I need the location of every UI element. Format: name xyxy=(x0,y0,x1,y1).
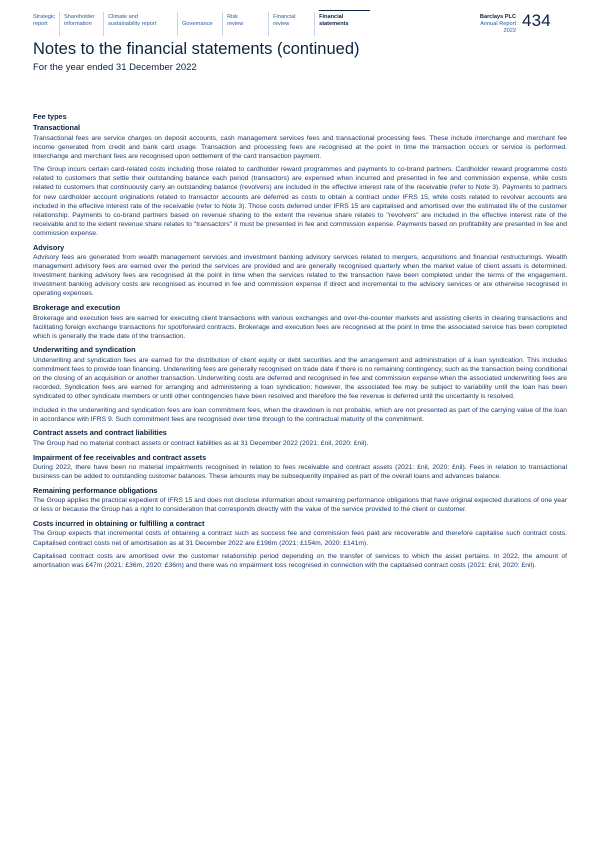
nav-tab-financial-statements[interactable] xyxy=(314,12,374,36)
brand-name: Barclays PLC xyxy=(479,14,516,20)
nav-tab-risk-review[interactable] xyxy=(222,12,268,36)
paragraph: Included in the underwriting and syndication fees are loan commitment fees, when the drawdown is not probable, which are not presented as part of the carrying value of the loan in accordance with IFRS 9. Such commitment fees are recognised over time through to the contractual maturity of the commitment. xyxy=(33,406,567,423)
page-number: 434 xyxy=(522,11,551,30)
paragraph: The Group incurs certain card-related costs including those related to cardholder reward programmes and payments to co-brand partners. Cardholder reward programme costs related to customers that settle their outstanding balance each period (transactors) are expensed when incurred and presented in fee and commission expense, while costs related to customers that continuously carry an outstanding balance (revolvers) are included in the effective interest rate of the receivable (refer to Note 3). Payments to partners for new cardholder account originations related to transactor accounts are deferred as costs to obtain a contract under IFRS 15, while costs related to revolver accounts are included in the effective interest rate of the receivable (refer to Note 3). Those costs deferred under IFRS 15 are capitalised and amortised over the estimated life of the customer relationship. Payments to co-brand partners based on revenue sharing to the extent the revenue share relates to "revolvers" are included in the effective interest rate of the receivable and to the extent revenue share relates to "transactors" it must be presented in fee and commission expense. Payments based on profitability are presented in fee and commission expense. xyxy=(33,166,567,237)
main-content xyxy=(33,112,567,575)
heading-brokerage: Brokerage and execution xyxy=(33,303,121,312)
nav-tab-label: Governance xyxy=(182,21,213,27)
paragraph: Underwriting and syndication fees are earned for the distribution of client equity or debt securities and the arrangement and administration of a loan syndication. This includes commitment fees to provide loan financing. Underwriting fees are generally recognised on trade date if there is no remaining contingency, such as the transaction being conditional on the closing of an acquisition or another transaction. Underwriting costs are deferred and recognised in fee and commission expense when the associated underwriting fees are recorded. Syndication fees are earned for arranging and administering a loan syndication; however, the associated fee may be subject to variability until the loan has been syndicated to other syndicate members or until other contingencies have been resolved and therefore the fee revenue is deferred until the uncertainty is resolved. xyxy=(33,356,567,401)
nav-tab-label: Climate and xyxy=(108,14,138,20)
nav-tab-label: sustainability report xyxy=(108,21,157,27)
nav-tab-label: Financial xyxy=(273,14,296,20)
paragraph: Advisory fees are generated from wealth management services and investment banking advisory services related to mergers, acquisitions and financial restructurings. Wealth management advisory fees are earned over the period the services are provided and are generally recognised quarterly when the market value of client assets is determined. Investment banking advisory fees are recognised at the point in time when the services related to the transaction have been completed under the terms of the engagement. Investment banking advisory costs are recognised as incurred in fee and commission expense if direct and incremental to the advisory services or are otherwise recognised in operating expenses. xyxy=(33,254,567,298)
page-subtitle: For the year ended 31 December 2022 xyxy=(33,62,197,73)
nav-tab-label: information xyxy=(64,21,92,27)
heading-remaining-obligations: Remaining performance obligations xyxy=(33,485,158,495)
nav-tab-financial-review[interactable] xyxy=(268,12,314,36)
paragraph: During 2022, there have been no material impairments recognised in relation to fees receivable and contract assets (2021: £nil, 2020: £nil). Fees in relation to transactional business can be added to outstanding customer balances. These amounts may be subsequently impaired as part of the overall loans and advances balance. xyxy=(33,464,567,481)
nav-tab-label: review xyxy=(227,21,244,27)
nav-tab-label: Shareholder xyxy=(64,14,95,20)
report-name: Annual Report 2022 xyxy=(480,21,516,34)
brand-block xyxy=(470,14,516,35)
nav-tab-shareholder-information[interactable] xyxy=(59,12,103,36)
nav-tab-climate-sustainability[interactable] xyxy=(103,12,177,36)
heading-contract-costs: Costs incurred in obtaining or fulfilling a contract xyxy=(33,518,205,528)
nav-tab-governance[interactable] xyxy=(177,12,222,36)
nav-tab-label: statements xyxy=(319,21,349,27)
heading-impairment: Impairment of fee receivables and contract assets xyxy=(33,452,207,462)
paragraph: Transactional fees are service charges on deposit accounts, cash management services fees and transactional processing fees. These include interchange and merchant fee income generated from credit and bank card usage. Transaction and processing fees are recognised at the point in time the transaction occurs or service is performed. Interchange and merchant fees are recognised upon settlement of the card transaction payment. xyxy=(33,134,567,160)
page-title: Notes to the financial statements (continued) xyxy=(33,40,360,58)
heading-advisory: Advisory xyxy=(33,242,65,252)
heading-contract-assets: Contract assets and contract liabilities xyxy=(33,428,167,438)
section-title: Fee types xyxy=(33,112,67,121)
paragraph: The Group had no material contract assets or contract liabilities as at 31 December 2022 (2021: £nil, 2020: £nil). xyxy=(33,439,369,447)
heading-transactional: Transactional xyxy=(33,123,81,132)
paragraph: Brokerage and execution fees are earned for executing client transactions with various exchanges and over-the-counter markets and assisting clients in clearing transactions and facilitating foreign exchange transactions for spot/forward contracts. Brokerage and execution fees are recognised at the point in time the associated service has been completed which is generally the trade date of the transaction. xyxy=(33,314,567,340)
paragraph: The Group expects that incremental costs of obtaining a contract such as success fee and commission fees paid are recoverable and therefore capitalise such contract costs. Capitalised contract costs net of amortisation as at 31 December 2022 are £198m (2021: £154m, 2020: £141m). xyxy=(33,530,567,547)
paragraph: Capitalised contract costs are amortised over the customer relationship period depending on the transfer of services to which the asset pertains. In 2022, the amount of amortisation was £47m (2021: £36m, 2020: £36m) and there was no impairment loss recognised in connection with the capitalised contract costs (2021: £nil, 2020: £nil). xyxy=(33,553,567,570)
nav-tab-label: Strategic xyxy=(33,14,56,20)
heading-underwriting: Underwriting and syndication xyxy=(33,345,136,355)
nav-tab-label: report xyxy=(33,21,48,27)
paragraph: The Group applies the practical expedient of IFRS 15 and does not disclose information about remaining performance obligations that have original expected durations of one year or less or because the Group has a right to consideration that corresponds directly with the value of the service provided to the client or customer. xyxy=(33,497,567,514)
nav-tab-strategic-report[interactable] xyxy=(33,12,59,36)
nav-tab-label: review xyxy=(273,21,290,27)
nav-tab-label: Financial xyxy=(319,14,344,20)
nav-tab-label: Risk xyxy=(227,14,238,20)
